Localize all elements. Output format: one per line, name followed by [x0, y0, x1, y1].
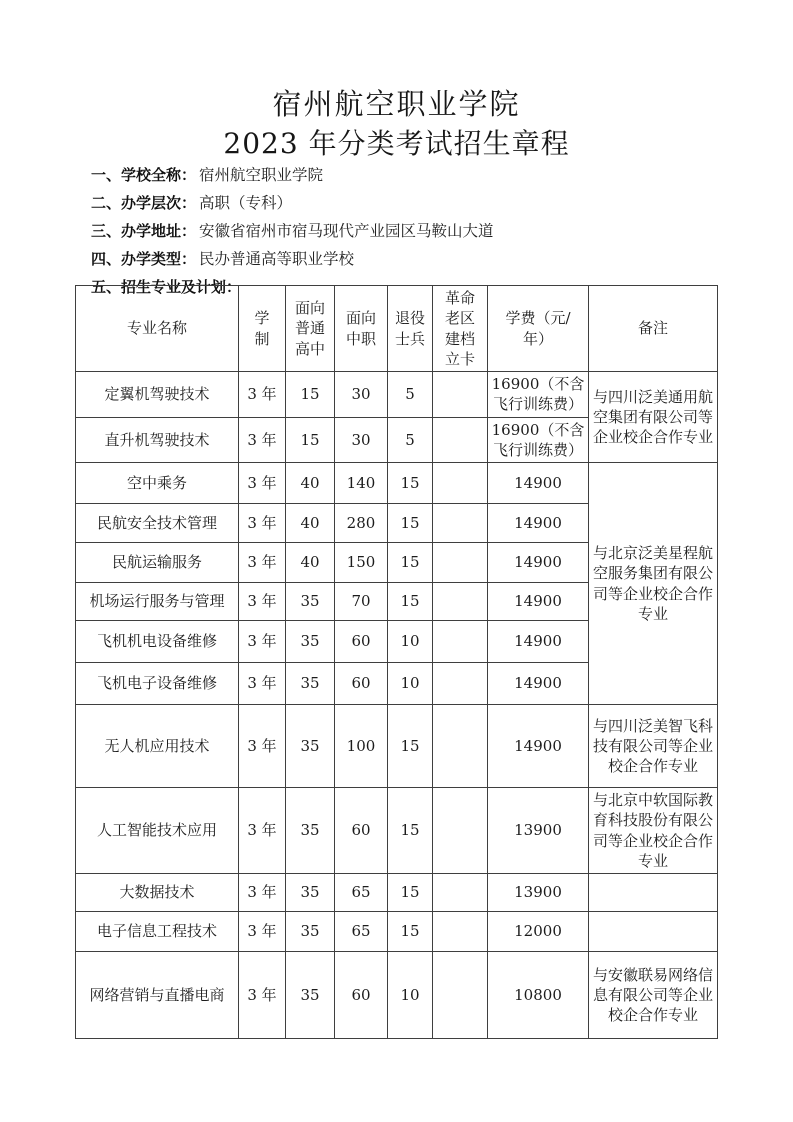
cell-tuition: 14900	[488, 583, 589, 621]
cell-veterans: 5	[388, 417, 433, 463]
info-value: 民办普通高等职业学校	[199, 250, 355, 268]
cell-tuition: 14900	[488, 663, 589, 705]
cell-tuition: 16900（不含飞行训练费）	[488, 372, 589, 418]
cell-duration: 3 年	[239, 543, 286, 583]
info-label: 一、学校全称：	[91, 166, 197, 184]
cell-secondary-voc: 65	[335, 912, 388, 952]
header-cell-remark: 备注	[589, 286, 718, 372]
cell-remark: 与北京泛美星程航空服务集团有限公司等企业校企合作专业	[589, 463, 718, 705]
cell-veterans: 15	[388, 583, 433, 621]
info-value: 安徽省宿州市宿马现代产业园区马鞍山大道	[199, 222, 494, 240]
cell-veterans: 15	[388, 788, 433, 874]
cell-poverty-card	[433, 621, 488, 663]
cell-remark	[589, 912, 718, 952]
cell-remark: 与四川泛美通用航空集团有限公司等企业校企合作专业	[589, 372, 718, 463]
cell-veterans: 15	[388, 874, 433, 912]
cell-major: 机场运行服务与管理	[76, 583, 239, 621]
cell-remark: 与安徽联易网络信息有限公司等企业校企合作专业	[589, 952, 718, 1039]
table-row	[76, 788, 718, 874]
info-item-type	[91, 245, 731, 273]
header-cell-tuition	[488, 286, 589, 372]
cell-veterans: 15	[388, 543, 433, 583]
cell-remark	[589, 874, 718, 912]
cell-duration: 3 年	[239, 952, 286, 1039]
header-label-duration: 学制	[254, 309, 270, 348]
cell-secondary-voc: 30	[335, 417, 388, 463]
cell-secondary-voc: 60	[335, 663, 388, 705]
table-row	[76, 952, 718, 1039]
cell-secondary-voc: 100	[335, 705, 388, 788]
cell-regular-hs: 40	[286, 463, 335, 504]
info-item-address	[91, 217, 731, 245]
cell-poverty-card	[433, 417, 488, 463]
cell-regular-hs: 35	[286, 705, 335, 788]
info-label: 五、招生专业及计划：	[91, 278, 242, 296]
cell-tuition: 14900	[488, 463, 589, 504]
table-header-row	[76, 286, 718, 372]
cell-poverty-card	[433, 543, 488, 583]
info-value: 宿州航空职业学院	[199, 166, 324, 184]
cell-duration: 3 年	[239, 788, 286, 874]
header-cell-veterans	[388, 286, 433, 372]
cell-secondary-voc: 150	[335, 543, 388, 583]
cell-regular-hs: 40	[286, 504, 335, 543]
table-row	[76, 912, 718, 952]
cell-remark: 与北京中软国际教育科技股份有限公司等企业校企合作专业	[589, 788, 718, 874]
cell-regular-hs: 15	[286, 372, 335, 418]
cell-duration: 3 年	[239, 705, 286, 788]
cell-poverty-card	[433, 663, 488, 705]
cell-tuition: 13900	[488, 874, 589, 912]
cell-major: 直升机驾驶技术	[76, 417, 239, 463]
cell-veterans: 15	[388, 705, 433, 788]
cell-major: 飞机机电设备维修	[76, 621, 239, 663]
cell-regular-hs: 35	[286, 663, 335, 705]
cell-veterans: 15	[388, 504, 433, 543]
cell-regular-hs: 35	[286, 788, 335, 874]
cell-regular-hs: 35	[286, 621, 335, 663]
cell-tuition: 14900	[488, 504, 589, 543]
info-item-school-name	[91, 161, 731, 189]
cell-duration: 3 年	[239, 463, 286, 504]
cell-poverty-card	[433, 788, 488, 874]
cell-major: 空中乘务	[76, 463, 239, 504]
cell-veterans: 15	[388, 463, 433, 504]
cell-duration: 3 年	[239, 504, 286, 543]
cell-poverty-card	[433, 583, 488, 621]
cell-duration: 3 年	[239, 874, 286, 912]
table-row	[76, 372, 718, 418]
cell-poverty-card	[433, 912, 488, 952]
cell-regular-hs: 35	[286, 912, 335, 952]
cell-duration: 3 年	[239, 417, 286, 463]
cell-secondary-voc: 70	[335, 583, 388, 621]
header-cell-regular-hs	[286, 286, 335, 372]
header-cell-secondary-voc	[335, 286, 388, 372]
cell-secondary-voc: 140	[335, 463, 388, 504]
cell-veterans: 10	[388, 621, 433, 663]
header-cell-poverty-card	[433, 286, 488, 372]
cell-major: 网络营销与直播电商	[76, 952, 239, 1039]
info-item-level	[91, 189, 731, 217]
header-label-veterans: 退役士兵	[394, 309, 425, 348]
cell-poverty-card	[433, 372, 488, 418]
cell-major: 定翼机驾驶技术	[76, 372, 239, 418]
cell-remark: 与四川泛美智飞科技有限公司等企业校企合作专业	[589, 705, 718, 788]
cell-secondary-voc: 60	[335, 788, 388, 874]
cell-regular-hs: 15	[286, 417, 335, 463]
cell-secondary-voc: 60	[335, 952, 388, 1039]
cell-secondary-voc: 30	[335, 372, 388, 418]
cell-regular-hs: 35	[286, 952, 335, 1039]
cell-poverty-card	[433, 463, 488, 504]
info-list	[91, 161, 731, 301]
cell-tuition: 14900	[488, 621, 589, 663]
table-row	[76, 705, 718, 788]
page-subtitle: 2023 年分类考试招生章程	[223, 127, 570, 160]
cell-major: 无人机应用技术	[76, 705, 239, 788]
table-row	[76, 874, 718, 912]
cell-duration: 3 年	[239, 663, 286, 705]
cell-veterans: 15	[388, 912, 433, 952]
page-title: 宿州航空职业学院	[272, 87, 521, 121]
cell-poverty-card	[433, 705, 488, 788]
header-cell-major: 专业名称	[76, 286, 239, 372]
cell-tuition: 13900	[488, 788, 589, 874]
cell-secondary-voc: 65	[335, 874, 388, 912]
admissions-table-wrapper	[75, 285, 718, 1039]
cell-major: 飞机电子设备维修	[76, 663, 239, 705]
cell-major: 民航安全技术管理	[76, 504, 239, 543]
cell-secondary-voc: 280	[335, 504, 388, 543]
header-label-regular-hs: 面向普通高中	[294, 299, 325, 358]
cell-tuition: 16900（不含飞行训练费）	[488, 417, 589, 463]
cell-tuition: 10800	[488, 952, 589, 1039]
cell-veterans: 5	[388, 372, 433, 418]
header-cell-duration	[239, 286, 286, 372]
cell-tuition: 12000	[488, 912, 589, 952]
cell-major: 大数据技术	[76, 874, 239, 912]
info-label: 三、办学地址：	[91, 222, 197, 240]
cell-secondary-voc: 60	[335, 621, 388, 663]
cell-regular-hs: 35	[286, 874, 335, 912]
header-label-tuition: 学费（元/年）	[505, 309, 571, 348]
cell-major: 人工智能技术应用	[76, 788, 239, 874]
info-label: 四、办学类型：	[91, 250, 197, 268]
cell-duration: 3 年	[239, 621, 286, 663]
cell-poverty-card	[433, 952, 488, 1039]
cell-duration: 3 年	[239, 372, 286, 418]
header-label-secondary-voc: 面向中职	[345, 309, 376, 348]
info-label: 二、办学层次：	[91, 194, 197, 212]
cell-veterans: 10	[388, 663, 433, 705]
cell-regular-hs: 35	[286, 583, 335, 621]
cell-tuition: 14900	[488, 543, 589, 583]
table-row	[76, 463, 718, 504]
cell-veterans: 10	[388, 952, 433, 1039]
info-value: 高职（专科）	[199, 194, 293, 212]
cell-tuition: 14900	[488, 705, 589, 788]
cell-poverty-card	[433, 874, 488, 912]
cell-duration: 3 年	[239, 912, 286, 952]
cell-major: 电子信息工程技术	[76, 912, 239, 952]
cell-duration: 3 年	[239, 583, 286, 621]
cell-poverty-card	[433, 504, 488, 543]
admissions-table	[75, 285, 718, 1039]
header-label-poverty-card: 革命老区建档立卡	[444, 289, 475, 368]
cell-regular-hs: 40	[286, 543, 335, 583]
cell-major: 民航运输服务	[76, 543, 239, 583]
